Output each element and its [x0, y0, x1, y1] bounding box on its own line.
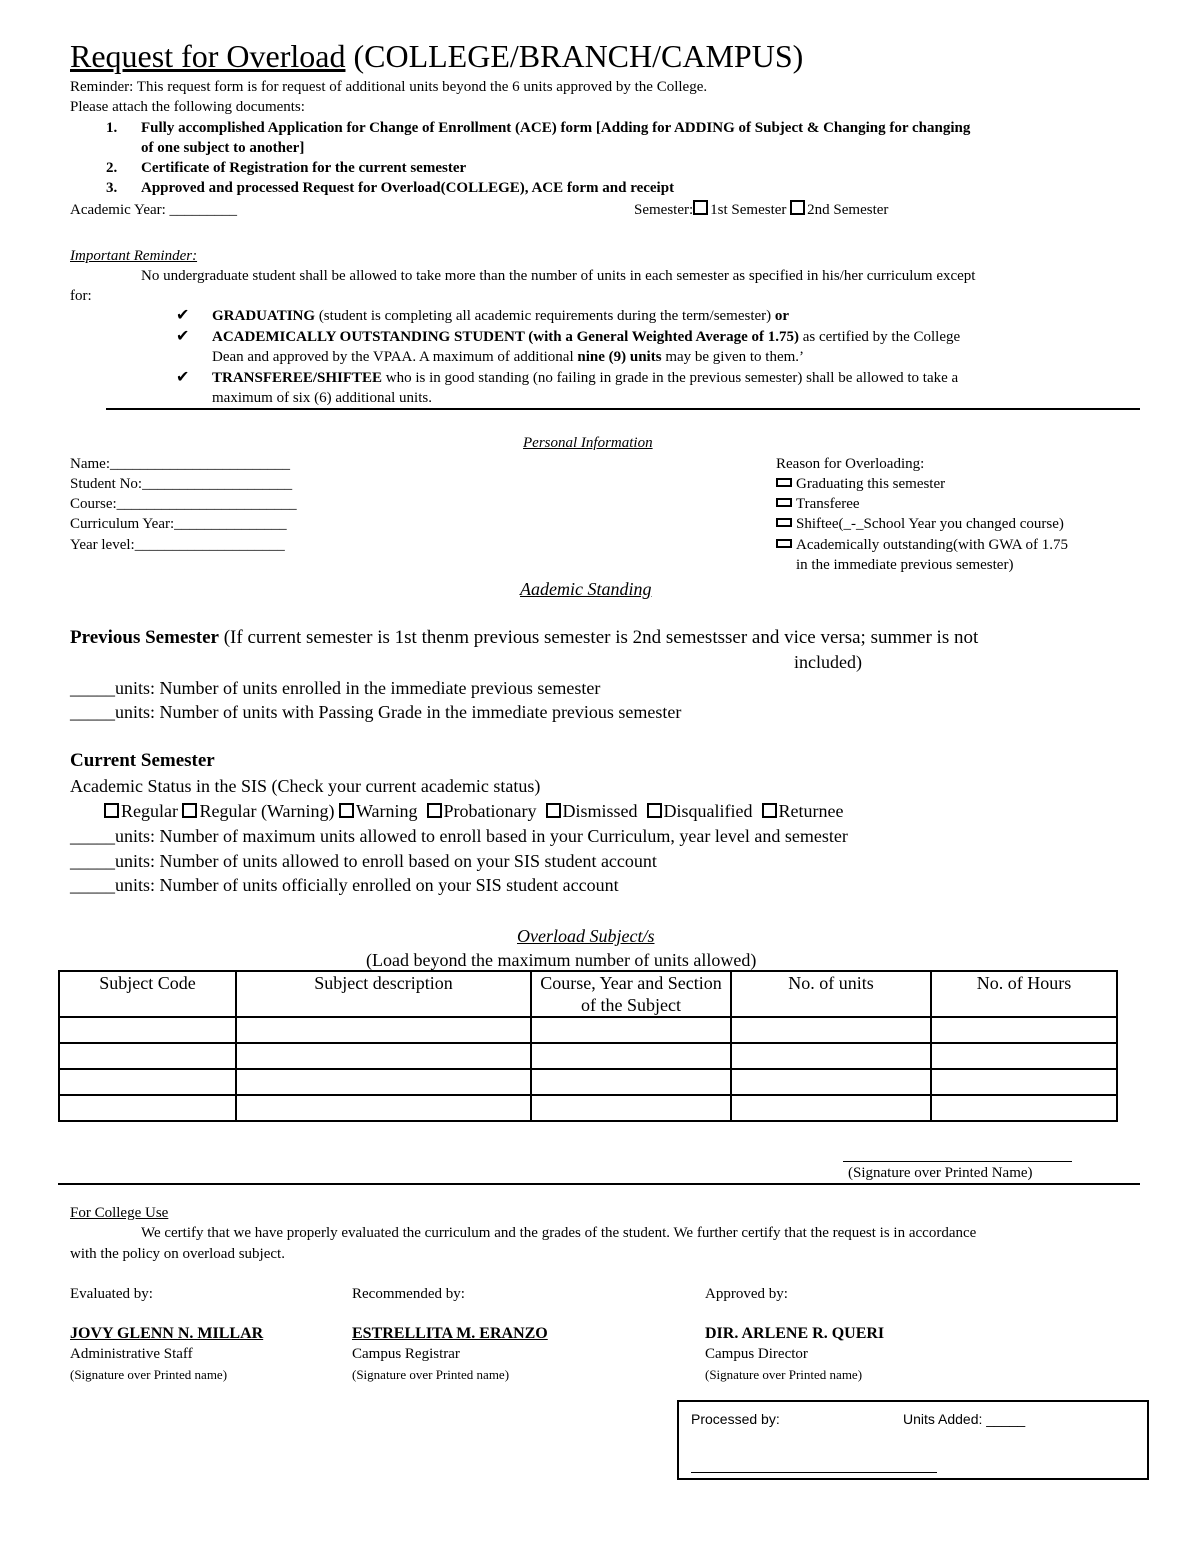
important-heading: Important Reminder: — [70, 248, 198, 264]
reason-checkbox[interactable] — [776, 539, 792, 548]
table-cell[interactable] — [531, 1017, 731, 1043]
table-cell[interactable] — [59, 1017, 236, 1043]
criteria-item-transferee-cont: maximum of six (6) additional units. — [212, 390, 432, 406]
criteria-item-outstanding-cont — [212, 347, 804, 367]
evaluator-title: Administrative Staff — [70, 1346, 193, 1362]
course-field[interactable]: Course:________________________ — [70, 496, 297, 512]
semester-2-checkbox[interactable] — [790, 200, 805, 215]
name-field[interactable]: Name:________________________ — [70, 456, 290, 472]
criteria-bold: nine (9) units — [577, 349, 662, 365]
overload-heading: Overload Subject/s — [517, 926, 655, 946]
criteria-bold: TRANSFEREE/SHIFTEE — [212, 370, 383, 386]
table-cell[interactable] — [236, 1043, 531, 1069]
criteria-bold: GRADUATING — [212, 308, 316, 324]
semester-1-checkbox[interactable] — [693, 200, 708, 215]
table-cell[interactable] — [731, 1069, 931, 1095]
evaluated-by-label: Evaluated by: — [70, 1286, 153, 1302]
title-suffix: (COLLEGE/BRANCH/CAMPUS) — [345, 38, 804, 74]
divider — [58, 1183, 1140, 1185]
doc-item-1 — [106, 118, 971, 138]
reason-checkbox[interactable] — [776, 518, 792, 527]
table-cell[interactable] — [731, 1095, 931, 1121]
reason-graduating — [776, 474, 945, 494]
recommender-signature: (Signature over Printed name) — [352, 1367, 510, 1382]
reason-outstanding — [776, 535, 1068, 555]
reason-checkbox[interactable] — [776, 478, 792, 487]
semester-field — [634, 200, 888, 220]
status-checkbox[interactable] — [182, 803, 197, 818]
criteria-text: Dean and approved by the VPAA. A maximum of additional — [212, 349, 578, 365]
checkmark-icon: ✔ — [176, 369, 190, 386]
table-cell[interactable] — [236, 1069, 531, 1095]
doc-item-1-cont: of one subject to another] — [141, 140, 305, 156]
previous-semester-cont: included) — [794, 652, 862, 672]
table-cell[interactable] — [59, 1043, 236, 1069]
evaluator-signature: (Signature over Printed name) — [70, 1367, 228, 1382]
reminder-text: Reminder: This request form is for request of additional units beyond the 6 units approved by the College. — [70, 79, 708, 95]
criteria-or: or — [774, 308, 790, 324]
doc-text: Approved and processed Request for Overload(COLLEGE), ACE form and receipt — [141, 180, 675, 196]
table-row — [59, 1069, 1117, 1095]
doc-text: Fully accomplished Application for Change of Enrollment (ACE) form [Adding for ADDING of Subject & Changing for changing — [141, 120, 971, 136]
table-cell[interactable] — [931, 1043, 1117, 1069]
reason-checkbox[interactable] — [776, 498, 792, 507]
col-course-year-section: Course, Year and Section of the Subject — [531, 971, 731, 1017]
attach-label: Please attach the following documents: — [70, 99, 305, 115]
col-subject-code: Subject Code — [59, 971, 236, 1017]
table-cell[interactable] — [931, 1017, 1117, 1043]
col-no-of-units: No. of units — [731, 971, 931, 1017]
status-label: Regular (Warning) — [199, 801, 335, 821]
doc-text: Certificate of Registration for the current semester — [141, 160, 467, 176]
approver-title: Campus Director — [705, 1346, 808, 1362]
status-label: Warning — [355, 801, 418, 821]
previous-semester-line — [70, 626, 978, 650]
criteria-text: as certified by the College — [798, 329, 961, 345]
col-subject-description: Subject description — [236, 971, 531, 1017]
table-cell[interactable] — [531, 1095, 731, 1121]
processed-by-signature-line[interactable] — [691, 1472, 937, 1473]
status-checkbox[interactable] — [339, 803, 354, 818]
table-cell[interactable] — [59, 1069, 236, 1095]
divider — [106, 408, 1140, 410]
doc-num: 3. — [106, 180, 118, 196]
current-semester-label: Current Semester — [70, 750, 215, 771]
status-label: Probationary — [443, 801, 537, 821]
status-label: Disqualified — [663, 801, 753, 821]
doc-item-3 — [106, 178, 675, 198]
overload-table — [58, 970, 1118, 1122]
table-header-row — [59, 971, 1117, 1017]
personal-heading: Personal Information — [523, 435, 653, 451]
table-cell[interactable] — [731, 1043, 931, 1069]
criteria-item-graduating — [176, 306, 790, 326]
max-units-line[interactable]: _____units: Number of maximum units allowed to enroll based in your Curriculum, year level and semester — [70, 826, 848, 846]
approver-signature: (Signature over Printed name) — [705, 1367, 863, 1382]
table-cell[interactable] — [931, 1095, 1117, 1121]
status-label: Returnee — [778, 801, 844, 821]
standing-heading: Aademic Standing — [520, 579, 652, 599]
approver-name: DIR. ARLENE R. QUERI — [705, 1325, 885, 1342]
semester-2-label: 2nd Semester — [807, 202, 889, 218]
recommender-title: Campus Registrar — [352, 1346, 460, 1362]
table-row — [59, 1017, 1117, 1043]
processed-box — [677, 1400, 1149, 1480]
table-cell[interactable] — [59, 1095, 236, 1121]
evaluator-name: JOVY GLENN N. MILLAR — [70, 1325, 264, 1342]
table-row — [59, 1095, 1117, 1121]
table-cell[interactable] — [531, 1069, 731, 1095]
sis-enrolled-units-line[interactable]: _____units: Number of units officially enrolled on your SIS student account — [70, 875, 619, 895]
criteria-text: (student is completing all academic requirements during the term/semester) — [315, 308, 775, 324]
status-options — [104, 799, 843, 823]
curriculum-year-field[interactable]: Curriculum Year:_______________ — [70, 516, 287, 532]
doc-num: 2. — [106, 160, 118, 176]
reason-label: Reason for Overloading: — [776, 456, 925, 472]
overload-subheading: (Load beyond the maximum number of units allowed) — [366, 950, 757, 970]
certification-line1: We certify that we have properly evaluated the curriculum and the grades of the student. We further certify that the request is in accordance — [141, 1225, 977, 1241]
reason-outstanding-cont: in the immediate previous semester) — [796, 557, 1014, 573]
status-label: Dismissed — [562, 801, 638, 821]
criteria-item-outstanding — [176, 327, 961, 347]
previous-semester-text: (If current semester is 1st thenm previous semester is 2nd semestsser and vice versa; summer is not — [218, 627, 979, 648]
status-label: Regular — [121, 801, 178, 821]
prev-passing-units[interactable]: _____units: Number of units with Passing Grade in the immediate previous semester — [70, 702, 682, 722]
reason-text: Graduating this semester — [796, 476, 946, 492]
sis-allowed-units-line[interactable]: _____units: Number of units allowed to enroll based on your SIS student account — [70, 851, 657, 871]
doc-item-2 — [106, 158, 467, 178]
table-cell[interactable] — [731, 1017, 931, 1043]
status-checkbox[interactable] — [427, 803, 442, 818]
table-row — [59, 1043, 1117, 1069]
previous-semester-label: Previous Semester — [70, 627, 219, 648]
reason-shiftee — [776, 514, 1064, 534]
checkmark-icon: ✔ — [176, 328, 190, 345]
signature-line[interactable] — [843, 1161, 1072, 1162]
important-line1: No undergraduate student shall be allowed to take more than the number of units in each semester as specified in his/her curriculum except — [141, 268, 976, 284]
page-title — [70, 36, 803, 76]
reason-transferee — [776, 494, 860, 514]
table-cell[interactable] — [236, 1017, 531, 1043]
table-cell[interactable] — [531, 1043, 731, 1069]
title-main: Request for Overload — [70, 38, 346, 74]
checkmark-icon: ✔ — [176, 307, 190, 324]
table-cell[interactable] — [931, 1069, 1117, 1095]
status-checkbox[interactable] — [546, 803, 561, 818]
table-cell[interactable] — [236, 1095, 531, 1121]
college-use-heading: For College Use — [70, 1205, 169, 1221]
semester-1-label: 1st Semester — [710, 202, 787, 218]
col-no-of-hours: No. of Hours — [931, 971, 1117, 1017]
prev-enrolled-units[interactable]: _____units: Number of units enrolled in the immediate previous semester — [70, 678, 601, 698]
approved-by-label: Approved by: — [705, 1286, 788, 1302]
status-checkbox[interactable] — [104, 803, 119, 818]
criteria-text: who is in good standing (no failing in grade in the previous semester) shall be allowed to take a — [382, 370, 959, 386]
status-checkbox[interactable] — [762, 803, 777, 818]
semester-label: Semester: — [634, 202, 694, 218]
status-checkbox[interactable] — [647, 803, 662, 818]
reason-text: Academically outstanding(with GWA of 1.75 — [796, 537, 1069, 553]
processed-by-label: Processed by: — [691, 1411, 780, 1427]
doc-num: 1. — [106, 120, 118, 136]
criteria-text: may be given to them.’ — [661, 349, 805, 365]
recommender-name: ESTRELLITA M. ERANZO — [352, 1325, 548, 1342]
student-no-field[interactable]: Student No:____________________ — [70, 476, 293, 492]
certification-line2: with the policy on overload subject. — [70, 1246, 285, 1262]
year-level-field[interactable]: Year level:____________________ — [70, 537, 285, 553]
current-status-label: Academic Status in the SIS (Check your current academic status) — [70, 776, 541, 796]
units-added-field[interactable]: Units Added: _____ — [903, 1411, 1026, 1427]
important-line2: for: — [70, 288, 92, 304]
reason-text: Transferee — [796, 496, 860, 512]
academic-year-field[interactable]: Academic Year: _________ — [70, 202, 238, 218]
criteria-item-transferee — [176, 368, 959, 388]
recommended-by-label: Recommended by: — [352, 1286, 465, 1302]
reason-text: Shiftee(_-_School Year you changed course) — [796, 516, 1064, 532]
student-signature-label: (Signature over Printed Name) — [848, 1165, 1033, 1181]
criteria-bold: ACADEMICALLY OUTSTANDING STUDENT (with a General Weighted Average of 1.75) — [212, 329, 799, 345]
